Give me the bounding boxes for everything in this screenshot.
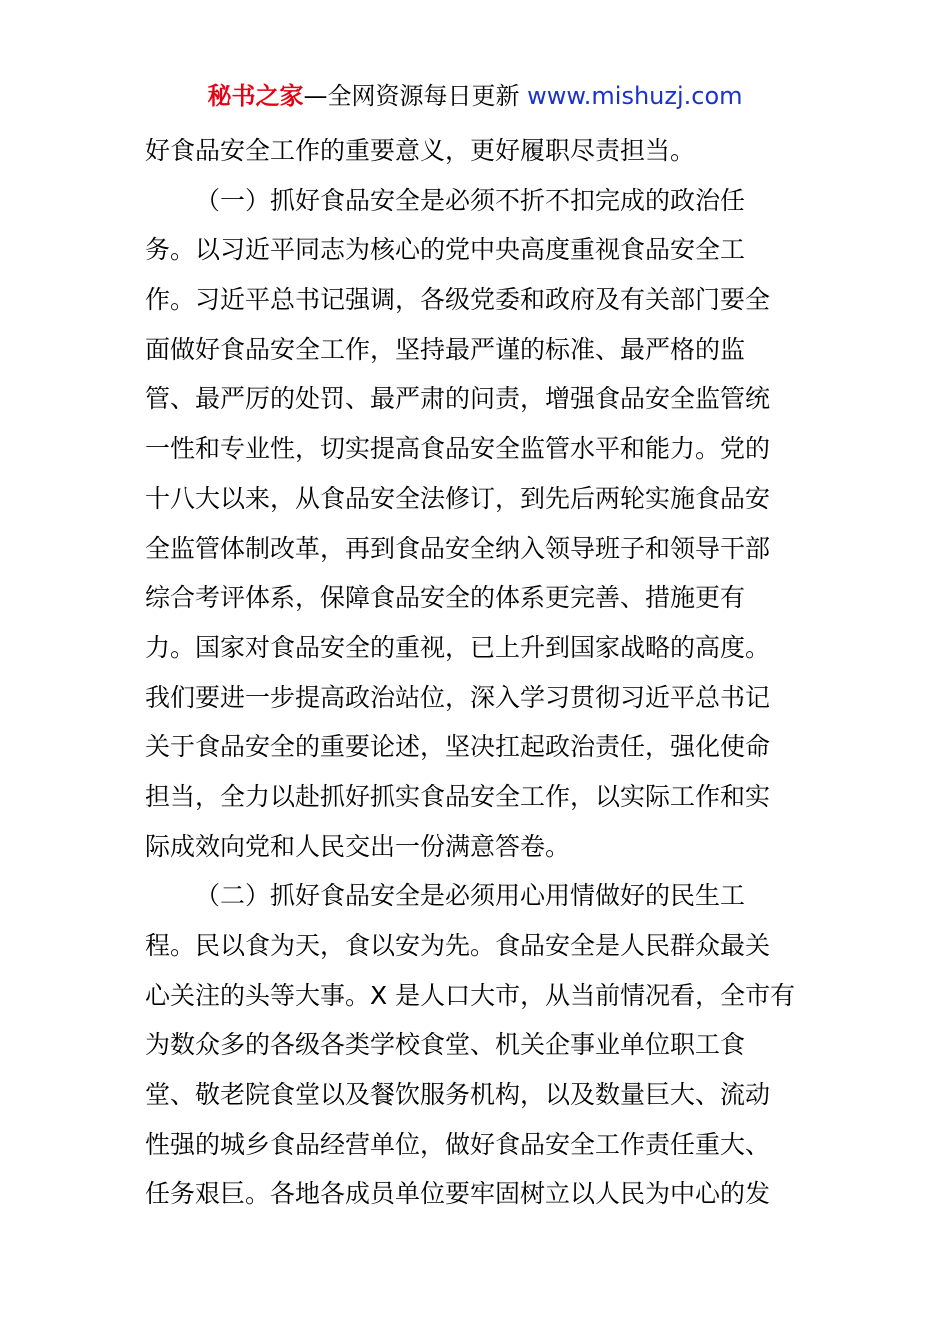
text-line: 全监管体制改革，再到食品安全纳入领导班子和领导干部 [145,533,771,563]
text-line: 我们要进一步提高政治站位，深入学习贯彻习近平总书记 [145,682,771,712]
text-line: 性强的城乡食品经营单位，做好食品安全工作责任重大、 [145,1129,771,1159]
text-line: 作。习近平总书记强调，各级党委和政府及有关部门要全 [145,285,771,315]
text-line: 面做好食品安全工作，坚持最严谨的标准、最严格的监 [145,334,746,364]
text-line: 程。民以食为天，食以安为先。食品安全是人民群众最关 [145,931,771,960]
text-line: 管、最严厉的处罚、最严肃的问责，增强食品安全监管统 [145,384,771,414]
header-tagline: —全网资源每日更新 [303,82,520,110]
text-line: 十八大以来，从食品安全法修订，到先后两轮实施食品安 [145,483,771,513]
text-line: 担当，全力以赴抓好抓实食品安全工作，以实际工作和实 [145,781,771,811]
text-line: 际成效向党和人民交出一份满意答卷。 [145,831,571,861]
header-url-link[interactable]: www.mishuzj.com [527,82,743,110]
text-line: 好食品安全工作的重要意义，更好履职尽责担当。 [145,136,696,165]
document-body [145,126,810,1219]
header-brand: 秘书之家 [207,82,304,110]
page-header [0,80,950,112]
text-line: 为数众多的各级各类学校食堂、机关企事业单位职工食 [145,1030,746,1060]
text-line: 一性和专业性，切实提高食品安全监管水平和能力。党的 [145,434,771,464]
text-line: 任务艰巨。各地各成员单位要牢固树立以人民为中心的发 [145,1179,771,1209]
text-line: （二）抓好食品安全是必须用心用情做好的民生工 [195,881,746,911]
text-line: （一）抓好食品安全是必须不折不扣完成的政治任 [195,185,746,215]
text-line: 堂、敬老院食堂以及餐饮服务机构，以及数量巨大、流动 [145,1080,771,1110]
text-line: 关于食品安全的重要论述，坚决扛起政治责任，强化使命 [145,732,771,762]
text-line: 力。国家对食品安全的重视，已上升到国家战略的高度。 [145,632,771,662]
text-line: 心关注的头等大事。X 是人口大市，从当前情况看，全市有 [145,980,796,1010]
text-line: 综合考评体系，保障食品安全的体系更完善、措施更有 [145,583,746,613]
text-line: 务。以习近平同志为核心的党中央高度重视食品安全工 [145,235,746,265]
